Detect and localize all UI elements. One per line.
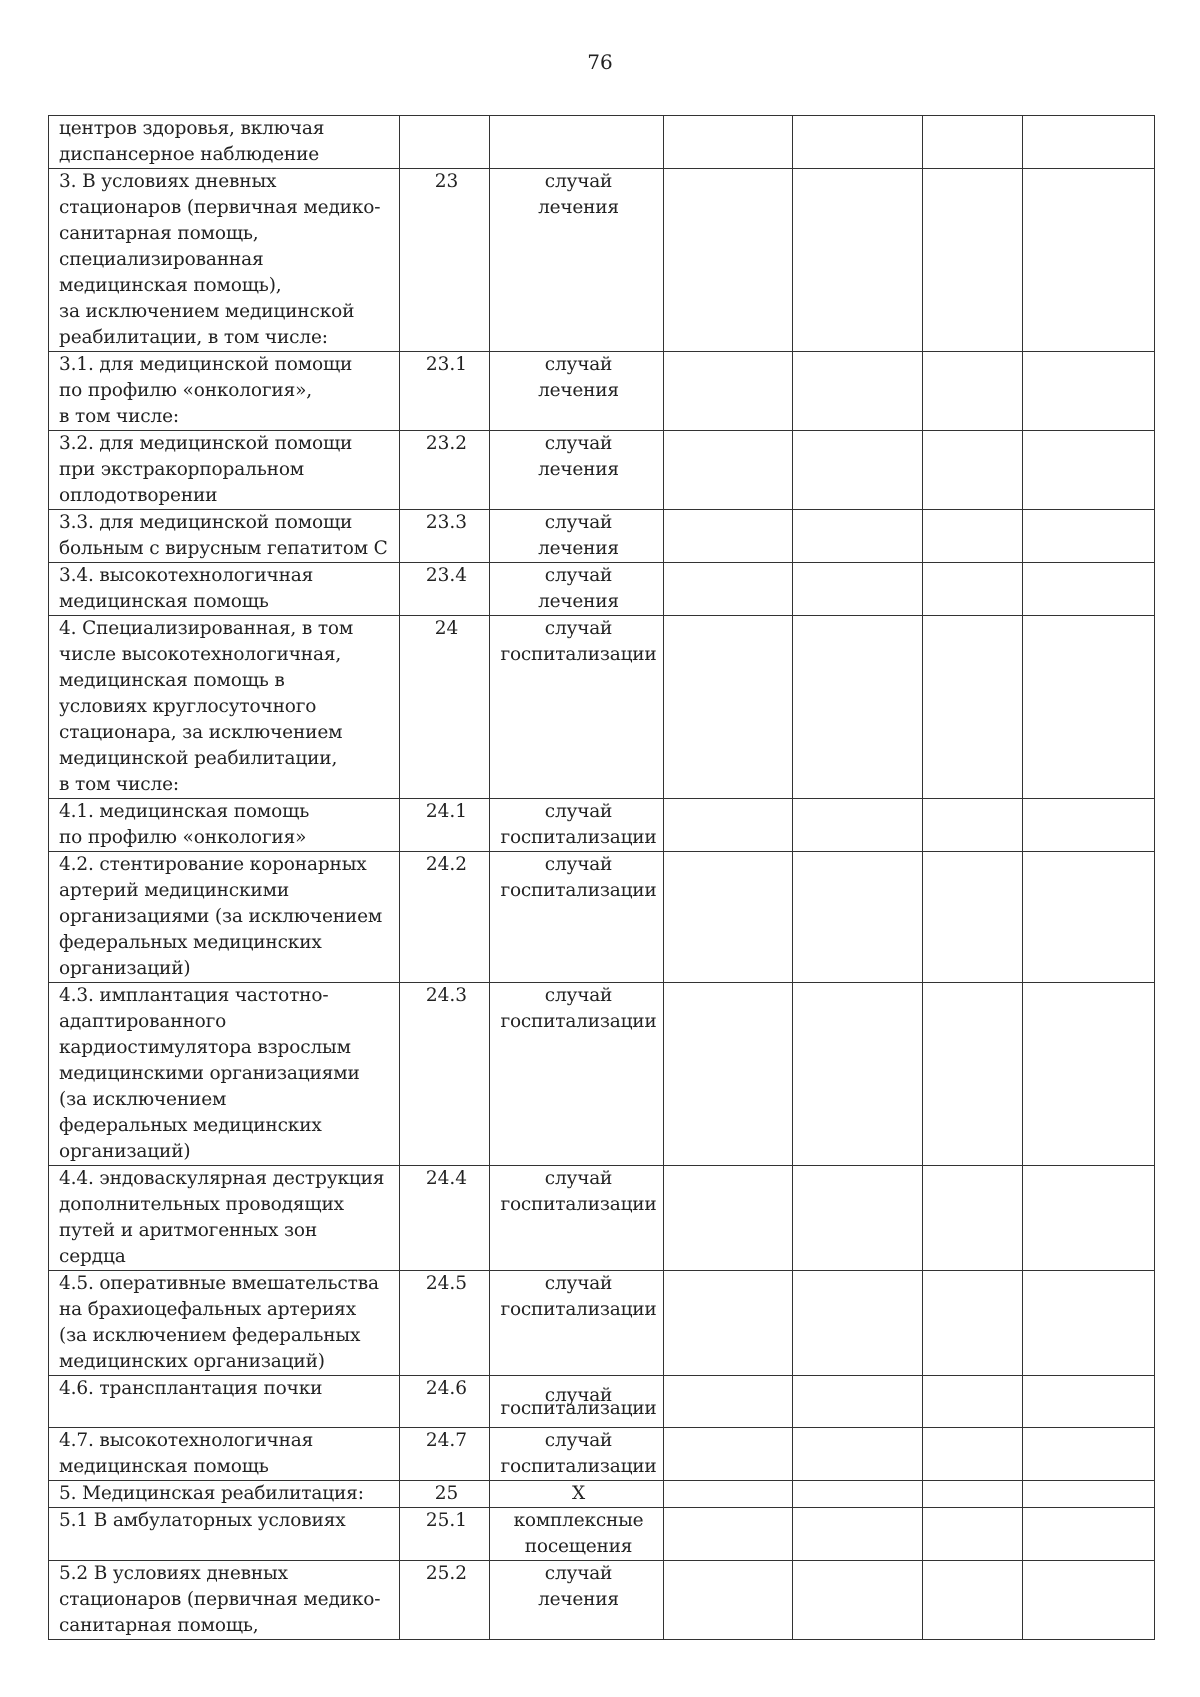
row-number: 23.3 [400,510,490,563]
table-row [49,431,1155,510]
empty-cell [923,1271,1023,1376]
row-unit: случай лечения [490,352,664,431]
empty-cell [664,1508,793,1561]
row-number [400,116,490,169]
empty-cell [793,616,923,799]
empty-cell [793,799,923,852]
table-row [49,1428,1155,1481]
row-number: 24.1 [400,799,490,852]
empty-cell [923,983,1023,1166]
row-description: 4.5. оперативные вмешательства на брахиоцефальных артериях (за исключением федеральных медицинских организаций) [49,1271,400,1376]
empty-cell [923,1376,1023,1428]
table-row [49,1271,1155,1376]
row-description: 4.2. стентирование коронарных артерий медицинскими организациями (за исключением федеральных медицинских организаций) [49,852,400,983]
empty-cell [664,169,793,352]
table-row [49,116,1155,169]
empty-cell [1023,1376,1155,1428]
page-number: 76 [587,50,613,74]
row-description: 4.6. трансплантация почки [49,1376,400,1428]
row-unit [490,116,664,169]
row-description: 4.1. медицинская помощь по профилю «онкология» [49,799,400,852]
empty-cell [923,169,1023,352]
table-row [49,1561,1155,1640]
empty-cell [664,1271,793,1376]
row-unit: Х [490,1481,664,1508]
empty-cell [664,431,793,510]
row-description: 5.2 В условиях дневных стационаров (первичная медико- санитарная помощь, [49,1561,400,1640]
row-unit: случай госпитализации [490,1166,664,1271]
empty-cell [793,431,923,510]
plan-table [48,115,1155,1640]
empty-cell [793,116,923,169]
row-unit: случай госпитализации [490,1271,664,1376]
empty-cell [793,1428,923,1481]
empty-cell [923,1508,1023,1561]
row-description: 3.2. для медицинской помощи при экстракорпоральном оплодотворении [49,431,400,510]
empty-cell [1023,799,1155,852]
empty-cell [664,510,793,563]
row-unit: случай госпитализации [490,983,664,1166]
empty-cell [664,1376,793,1428]
row-number: 23.1 [400,352,490,431]
empty-cell [793,510,923,563]
table-row [49,1508,1155,1561]
row-description: 3.3. для медицинской помощи больным с вирусным гепатитом С [49,510,400,563]
row-number: 24.5 [400,1271,490,1376]
empty-cell [923,431,1023,510]
row-number: 24.6 [400,1376,490,1428]
empty-cell [664,352,793,431]
row-unit: случай лечения [490,563,664,616]
row-number: 23.2 [400,431,490,510]
empty-cell [664,799,793,852]
empty-cell [923,352,1023,431]
empty-cell [793,1376,923,1428]
row-unit: случай госпитализации [490,1376,664,1428]
table-row [49,983,1155,1166]
row-unit: случай госпитализации [490,616,664,799]
table-row [49,852,1155,983]
row-number: 23 [400,169,490,352]
empty-cell [1023,1508,1155,1561]
empty-cell [664,1166,793,1271]
empty-cell [664,616,793,799]
row-unit: случай госпитализации [490,799,664,852]
empty-cell [1023,1271,1155,1376]
empty-cell [1023,431,1155,510]
empty-cell [664,563,793,616]
empty-cell [664,116,793,169]
empty-cell [793,1561,923,1640]
row-number: 24 [400,616,490,799]
empty-cell [793,1166,923,1271]
empty-cell [1023,852,1155,983]
table-row [49,563,1155,616]
table-row [49,169,1155,352]
table-row [49,616,1155,799]
row-number: 24.3 [400,983,490,1166]
empty-cell [793,1271,923,1376]
row-number: 25.1 [400,1508,490,1561]
table-row [49,1481,1155,1508]
empty-cell [664,852,793,983]
row-unit: случай лечения [490,510,664,563]
table-row [49,1166,1155,1271]
empty-cell [793,983,923,1166]
empty-cell [664,1561,793,1640]
row-unit: случай госпитализации [490,852,664,983]
empty-cell [923,563,1023,616]
empty-cell [923,1166,1023,1271]
row-number: 25 [400,1481,490,1508]
row-description: 4.7. высокотехнологичная медицинская помощь [49,1428,400,1481]
empty-cell [1023,563,1155,616]
row-description: 3. В условиях дневных стационаров (первичная медико- санитарная помощь, специализированная медицинская помощь), за исключением медицинской реабилитации, в том числе: [49,169,400,352]
empty-cell [1023,116,1155,169]
table-row [49,352,1155,431]
empty-cell [1023,1428,1155,1481]
row-number: 23.4 [400,563,490,616]
table-row [49,510,1155,563]
row-description: 4. Специализированная, в том числе высокотехнологичная, медицинская помощь в условиях круглосуточного стационара, за исключением медицинской реабилитации, в том числе: [49,616,400,799]
empty-cell [664,1481,793,1508]
row-description: 3.1. для медицинской помощи по профилю «онкология», в том числе: [49,352,400,431]
empty-cell [923,116,1023,169]
row-unit: случай лечения [490,169,664,352]
empty-cell [1023,1166,1155,1271]
empty-cell [923,799,1023,852]
empty-cell [793,852,923,983]
empty-cell [664,983,793,1166]
empty-cell [923,510,1023,563]
row-description: 3.4. высокотехнологичная медицинская помощь [49,563,400,616]
empty-cell [793,563,923,616]
row-number: 24.2 [400,852,490,983]
row-description: 4.3. имплантация частотно- адаптированного кардиостимулятора взрослым медицинскими организациями (за исключением федеральных медицинских организаций) [49,983,400,1166]
row-unit: случай лечения [490,1561,664,1640]
row-description: 5.1 В амбулаторных условиях [49,1508,400,1561]
empty-cell [664,1428,793,1481]
row-number: 24.7 [400,1428,490,1481]
empty-cell [1023,983,1155,1166]
empty-cell [793,1508,923,1561]
row-unit: случай госпитализации [490,1428,664,1481]
empty-cell [1023,169,1155,352]
empty-cell [923,1428,1023,1481]
empty-cell [1023,1561,1155,1640]
empty-cell [923,1481,1023,1508]
empty-cell [1023,1481,1155,1508]
empty-cell [1023,510,1155,563]
empty-cell [793,169,923,352]
row-number: 24.4 [400,1166,490,1271]
row-unit: комплексные посещения [490,1508,664,1561]
row-description: центров здоровья, включая диспансерное наблюдение [49,116,400,169]
empty-cell [793,1481,923,1508]
row-number: 25.2 [400,1561,490,1640]
empty-cell [1023,352,1155,431]
empty-cell [923,1561,1023,1640]
table-row [49,1376,1155,1428]
empty-cell [793,352,923,431]
empty-cell [923,616,1023,799]
row-unit: случай лечения [490,431,664,510]
empty-cell [1023,616,1155,799]
row-description: 4.4. эндоваскулярная деструкция дополнительных проводящих путей и аритмогенных зон сердца [49,1166,400,1271]
table-row [49,799,1155,852]
row-description: 5. Медицинская реабилитация: [49,1481,400,1508]
empty-cell [923,852,1023,983]
